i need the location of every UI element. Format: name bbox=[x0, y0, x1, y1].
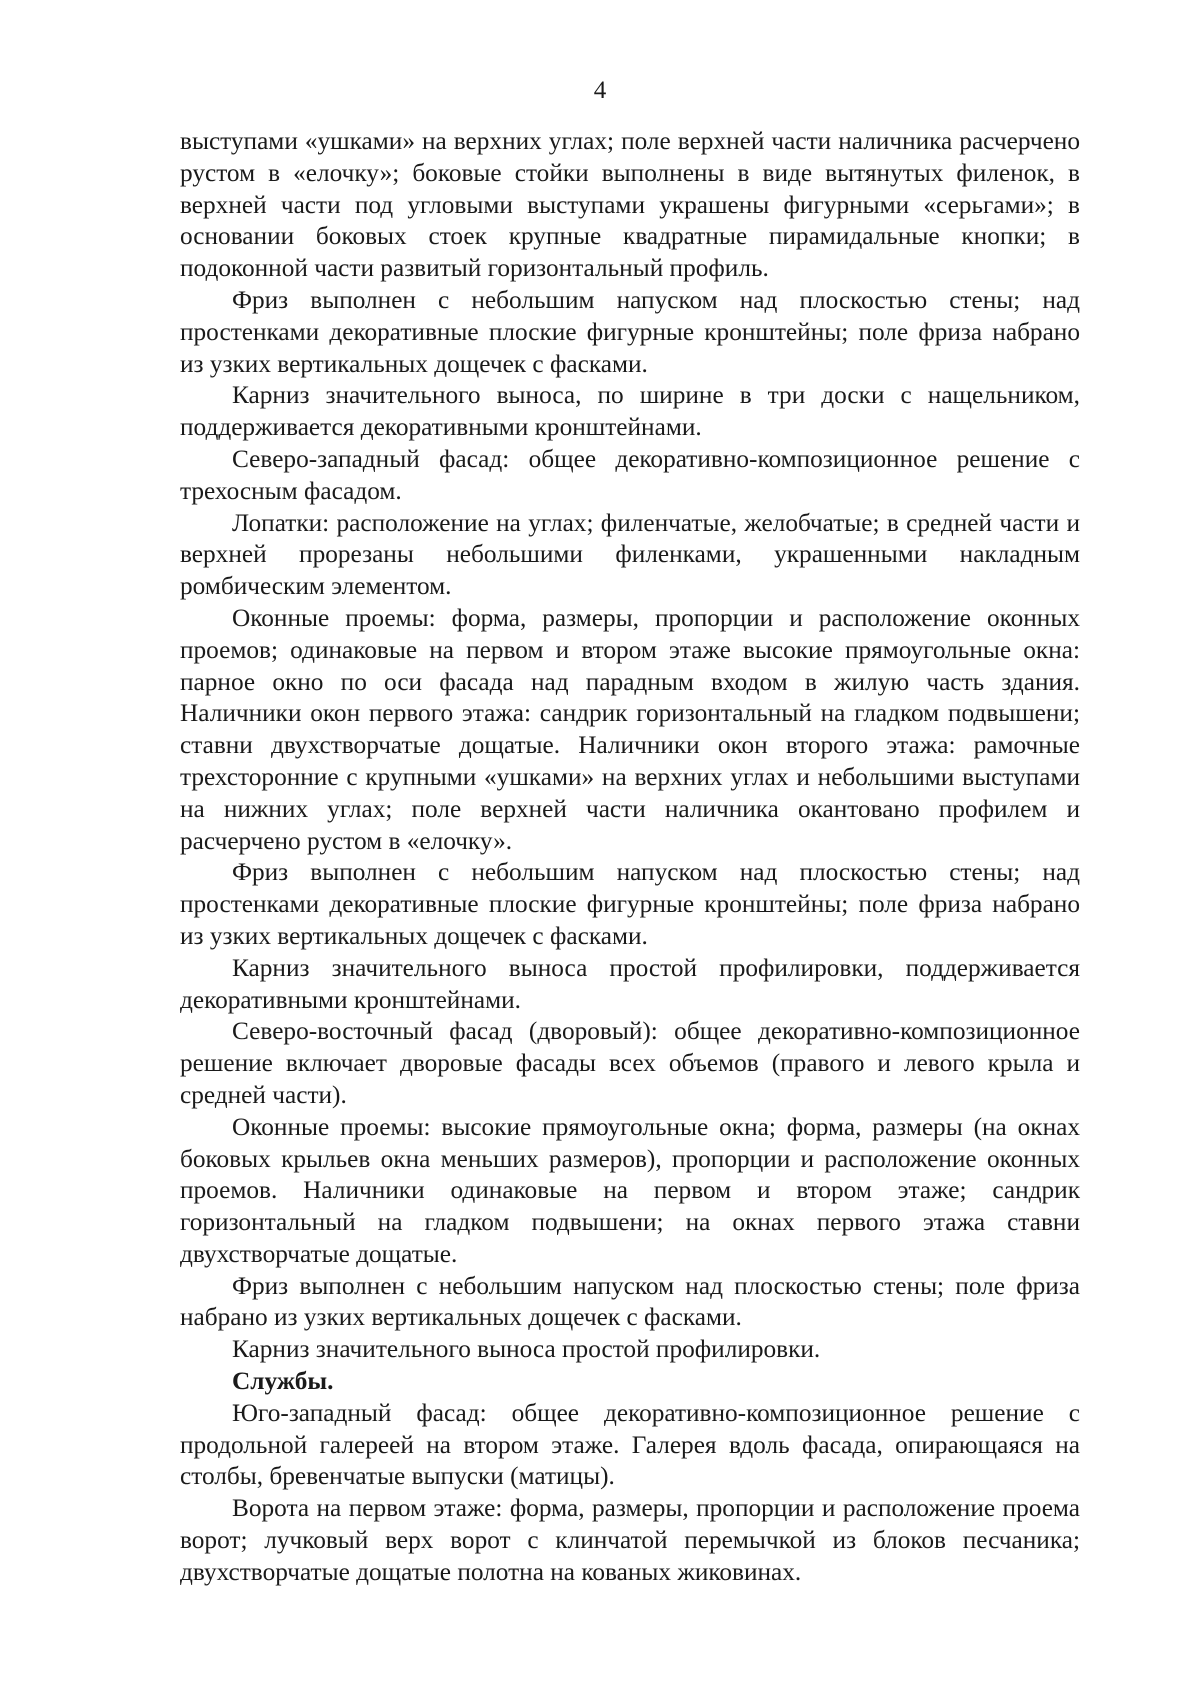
paragraph-northwest-facade: Северо-западный фасад: общее декоративно-композиционное решение с трехосным фасадом. bbox=[180, 444, 1080, 505]
paragraph-frieze-3: Фриз выполнен с небольшим напуском над плоскостью стены; поле фриза набрано из узких вертикальных дощечек с фасками. bbox=[180, 1271, 1080, 1332]
paragraph-pilasters: Лопатки: расположение на углах; филенчатые, желобчатые; в средней части и верхней прорезаны небольшими филенками, украшенными накладным ромбическим элементом. bbox=[180, 508, 1080, 601]
paragraph-northeast-facade: Северо-восточный фасад (дворовый): общее декоративно-композиционное решение включает дворовые фасады всех объемов (правого и левого крыла и средней части). bbox=[180, 1017, 1080, 1109]
paragraph-southwest-facade: Юго-западный фасад: общее декоративно-композиционное решение с продольной галереей на втором этаже. Галерея вдоль фасада, опирающаяся на столбы, бревенчатые выпуски (матицы). bbox=[180, 1398, 1080, 1491]
document-body bbox=[180, 126, 1080, 1589]
paragraph-window-trim-continued: выступами «ушками» на верхних углах; поле верхней части наличника расчерчено рустом в «елочку»; боковые стойки выполнены в виде вытянутых филенок, в верхней части под угловыми выступами украшены фигурными «серьгами»; в основании боковых стоек крупные квадратные пирамидальные кнопки; в подоконной части развитый горизонтальный профиль. bbox=[180, 127, 1080, 283]
section-heading-services: Службы. bbox=[232, 1367, 334, 1396]
page-number: 4 bbox=[593, 77, 607, 104]
paragraph-cornice-1: Карниз значительного выноса, по ширине в три доски с нащельником, поддерживается декоративными кронштейнами. bbox=[180, 381, 1080, 442]
paragraph-window-openings-2: Оконные проемы: высокие прямоугольные окна; форма, размеры (на окнах боковых крыльев окна меньших размеров), пропорции и расположение оконных проемов. Наличники одинаковые на первом и втором этаже; сандрик горизонтальный на гладком подвышени; на окнах первого этажа ставни двухстворчатые дощатые. bbox=[180, 1112, 1080, 1268]
paragraph-window-openings-1: Оконные проемы: форма, размеры, пропорции и расположение оконных проемов; одинаковые на первом и втором этаже высокие прямоугольные окна: парное окно по оси фасада над парадным входом в жилую часть здания. Наличники окон первого этажа: сандрик горизонтальный на гладком подвышени; ставни двухстворчатые дощатые. Наличники окон второго этажа: рамочные трехсторонние с крупными «ушками» на верхних углах и небольшими выступами на нижних углах; поле верхней части наличника окантовано профилем и расчерчено рустом в «елочку». bbox=[180, 603, 1080, 855]
paragraph-cornice-2: Карниз значительного выноса простой профилировки, поддерживается декоративными кронштейнами. bbox=[180, 953, 1080, 1014]
paragraph-cornice-3: Карниз значительного выноса простой профилировки. bbox=[232, 1335, 821, 1364]
paragraph-gates: Ворота на первом этаже: форма, размеры, пропорции и расположение проема ворот; лучковый верх ворот с клинчатой перемычкой из блоков песчаника; двухстворчатые дощатые полотна на кованых жиковинах. bbox=[180, 1494, 1080, 1586]
paragraph-frieze-2: Фриз выполнен с небольшим напуском над плоскостью стены; над простенками декоративные плоские фигурные кронштейны; поле фриза набрано из узких вертикальных дощечек с фасками. bbox=[180, 858, 1080, 950]
paragraph-frieze-1: Фриз выполнен с небольшим напуском над плоскостью стены; над простенками декоративные плоские фигурные кронштейны; поле фриза набрано из узких вертикальных дощечек с фасками. bbox=[180, 285, 1080, 378]
